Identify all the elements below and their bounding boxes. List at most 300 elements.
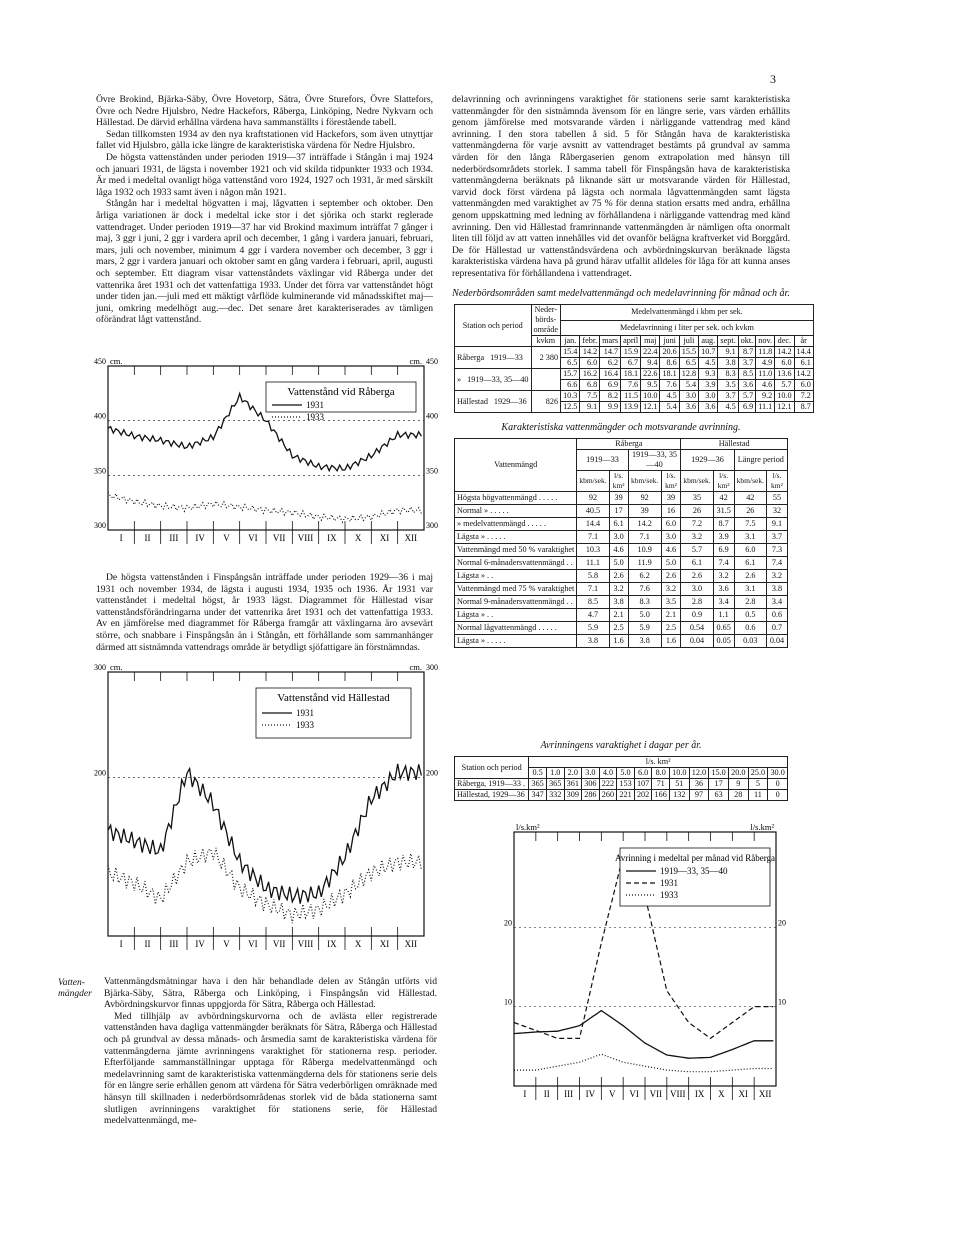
value-cell: 9.1 xyxy=(580,402,600,413)
month-header: april xyxy=(621,336,641,347)
y-tick-label: 300 xyxy=(94,663,106,672)
value-cell: 7.6 xyxy=(621,380,641,391)
month-header: aug. xyxy=(699,336,718,347)
value-cell: 0 xyxy=(768,779,788,790)
value-cell: 0.6 xyxy=(766,609,787,622)
y-axis-label: cm. xyxy=(110,662,123,672)
month-label: IX xyxy=(327,939,337,949)
value-cell: 6.5 xyxy=(679,358,698,369)
month-label: X xyxy=(718,1089,725,1099)
value-cell: 12.8 xyxy=(679,369,698,380)
value-cell: 3.5 xyxy=(718,380,738,391)
row-label: Lägsta » . . xyxy=(455,609,577,622)
value-cell: 9.2 xyxy=(756,391,775,402)
value-cell: 0.6 xyxy=(734,622,766,635)
table-row xyxy=(455,622,788,635)
table-row xyxy=(455,570,788,583)
value-cell: 6.9 xyxy=(600,380,621,391)
header-period: 1929—36 xyxy=(681,450,734,471)
row-label: Lägsta » . . . . . xyxy=(455,531,577,544)
y-tick-label-right: 450 xyxy=(426,357,438,366)
station-period: 1929—36 xyxy=(493,396,527,406)
value-cell: 3.2 xyxy=(713,570,734,583)
value-cell: 8.5 xyxy=(577,596,609,609)
unit-header: l/s. km² xyxy=(661,471,681,492)
value-cell: 9.5 xyxy=(641,380,660,391)
row-label: Lägsta » . . . . . xyxy=(455,635,577,648)
value-cell: 222 xyxy=(599,779,617,790)
station-name: Råberga xyxy=(457,352,485,362)
value-cell: 3.1 xyxy=(734,531,766,544)
value-cell: 1.6 xyxy=(661,635,681,648)
y-tick-label-right: 20 xyxy=(778,918,786,928)
value-cell: 7.6 xyxy=(660,380,679,391)
value-cell: 7.5 xyxy=(734,518,766,531)
value-cell: 3.4 xyxy=(766,596,787,609)
value-cell: 8.3 xyxy=(718,369,738,380)
margin-note-line: Vatten- xyxy=(58,978,85,988)
value-cell: 4.6 xyxy=(756,380,775,391)
value-cell: 39 xyxy=(661,492,681,505)
value-cell: 11.5 xyxy=(621,391,641,402)
month-label: VIII xyxy=(297,533,314,543)
value-cell: 6.1 xyxy=(794,358,813,369)
value-cell: 5.9 xyxy=(577,622,609,635)
value-cell: 2.1 xyxy=(661,609,681,622)
value-cell: 1.1 xyxy=(713,609,734,622)
header-vattenmangd: Vattenmängd xyxy=(455,439,577,492)
value-cell: 107 xyxy=(634,779,652,790)
value-cell: 6.8 xyxy=(580,380,600,391)
station-period: 1919—33, 35—40 xyxy=(467,374,529,384)
value-cell: 10.3 xyxy=(577,544,609,557)
paragraph: delavrinning och avrinningens varaktighet för stationens serie samt karakteristiska vattenmängder för den sistnämnda ävensom för en längre serie, vars värden erhållits genom jämförelse med motsvarande värden i närliggande vattendrag med känd avrinning. I den stora tabellen å sid. 5 för Stångån hava de karakteristiska vattenmängderna för varje avsnitt av vattendraget bestämts på grundval av samma värden för den långa Råbergaserien genom extrapolation med hänsyn till nederbördsområdets storlek. I samma tabell för Finspångsån hava de karakteristiska vattenmängderna beräknats på liknande sätt ur motsvarande värden för Hällestad, varvid dock först värdena på lägsta och normala lågvattenmängden samt lägsta vattenmängden med varaktighet av 75 % för denna station ersatts med andra, erhållna genom uppskattning med ledning av förhållandena i närliggande vattendrag med känd avrinning. Den vid Hällestad framrinnande vattenmängden är nämligen ofta onormalt liten till följd av att vatten innehålles vid det ovanför belägna kraftverket vid Borggård. De för Hällestad ur vattenståndsvärdena och avbördningskurvan beräknade lägsta karakteristiska värdena hava på grund härav utfallit alldeles för låga för att kunna anses representativa för förhållandena i vattendraget. xyxy=(452,94,790,279)
value-cell: 3.2 xyxy=(681,531,713,544)
legend-label: 1933 xyxy=(660,890,678,900)
header-station: Station och period xyxy=(455,757,529,779)
month-header: nov. xyxy=(756,336,775,347)
left-text-mid xyxy=(96,572,433,653)
col-header: 0.5 xyxy=(529,768,547,779)
value-cell: 6.7 xyxy=(621,358,641,369)
paragraph: De högsta vattenständen under perioden 1919—37 inträffade i Stångån i maj 1924 och januari 1931, de lägsta i november 1921 och vid skilda tidpunkter 1933 och 1934. Är med i medeltal ovanligt höga vattenstånd voro 1924, 1927 och 1931, år med särskilt låga 1932 och 1933 samt även i någon mån 1921. xyxy=(96,151,433,198)
value-cell: 8.3 xyxy=(628,596,661,609)
value-cell: 5.4 xyxy=(679,380,698,391)
station-name: Hällestad xyxy=(457,396,488,406)
value-cell: 5.8 xyxy=(577,570,609,583)
month-label: IV xyxy=(195,939,205,949)
table-row xyxy=(455,347,814,358)
value-cell: 3.6 xyxy=(699,402,718,413)
area-cell xyxy=(531,369,561,391)
value-cell: 13.6 xyxy=(775,369,794,380)
chart-title: Vattenstånd vid Råberga xyxy=(287,386,395,398)
value-cell: 10.0 xyxy=(775,391,794,402)
table1-caption: Nederbördsområden samt medelvattenmängd och medelavrinning för månad och år. xyxy=(452,288,790,299)
left-text-bottom xyxy=(104,976,437,1127)
value-cell: 3.6 xyxy=(713,583,734,596)
col-header: 10.0 xyxy=(669,768,689,779)
month-header: dec. xyxy=(775,336,794,347)
value-cell: 0.9 xyxy=(681,609,713,622)
value-cell: 6.0 xyxy=(580,358,600,369)
legend-label: 1931 xyxy=(660,878,678,888)
y-axis-label-right: l/s.km² xyxy=(750,822,774,832)
table2-caption: Karakteristiska vattenmängder och motsvarande avrinning. xyxy=(501,422,741,433)
value-cell: 26 xyxy=(734,505,766,518)
value-cell: 10.7 xyxy=(699,347,718,358)
value-cell: 3.8 xyxy=(766,583,787,596)
value-cell: 71 xyxy=(652,779,670,790)
col-header: 5.0 xyxy=(617,768,635,779)
value-cell: 16.2 xyxy=(580,369,600,380)
y-axis-label-right: cm. xyxy=(409,356,422,366)
value-cell: 14.2 xyxy=(628,518,661,531)
value-cell: 12.1 xyxy=(641,402,660,413)
month-label: V xyxy=(223,533,230,543)
series-line xyxy=(108,492,421,522)
value-cell: 166 xyxy=(652,790,670,801)
y-tick-label-right: 300 xyxy=(426,521,438,530)
value-cell: 8.6 xyxy=(660,358,679,369)
value-cell: 0 xyxy=(768,790,788,801)
table-row xyxy=(455,790,788,801)
col-header: 25.0 xyxy=(748,768,768,779)
row-label: Lägsta » . . xyxy=(455,570,577,583)
value-cell: 221 xyxy=(617,790,635,801)
value-cell: 0.05 xyxy=(713,635,734,648)
value-cell: 15.5 xyxy=(679,347,698,358)
table-row xyxy=(455,583,788,596)
row-label: » medelvattenmängd . . . . . xyxy=(455,518,577,531)
col-header: 8.0 xyxy=(652,768,670,779)
y-tick-label: 10 xyxy=(504,997,512,1007)
y-axis-label: l/s.km² xyxy=(516,822,540,832)
value-cell: 9 xyxy=(728,779,748,790)
value-cell: 4.6 xyxy=(609,544,628,557)
margin-note xyxy=(58,978,98,1000)
value-cell: 7.1 xyxy=(628,531,661,544)
value-cell: 3.8 xyxy=(577,635,609,648)
chart-raberga xyxy=(96,352,436,552)
value-cell: 4.5 xyxy=(699,358,718,369)
value-cell: 15.4 xyxy=(561,347,580,358)
value-cell: 0.04 xyxy=(766,635,787,648)
value-cell: 2.6 xyxy=(661,570,681,583)
station-cell xyxy=(455,347,532,369)
value-cell: 39 xyxy=(628,505,661,518)
row-label: Råberga, 1919—33 . xyxy=(455,779,529,790)
value-cell: 260 xyxy=(599,790,617,801)
value-cell: 0.04 xyxy=(681,635,713,648)
row-label: Högsta högvattenmängd . . . . . xyxy=(455,492,577,505)
col-header: 20.0 xyxy=(728,768,748,779)
row-label: Normal » . . . . . xyxy=(455,505,577,518)
value-cell: 11.1 xyxy=(756,402,775,413)
y-tick-label-right: 10 xyxy=(778,997,786,1007)
table-duration xyxy=(454,756,788,801)
value-cell: 6.2 xyxy=(600,358,621,369)
month-label: XII xyxy=(758,1089,772,1099)
y-axis-label-right: cm. xyxy=(409,662,422,672)
legend-label: 1931 xyxy=(306,400,324,410)
month-label: II xyxy=(543,1089,550,1099)
month-header: juli xyxy=(679,336,698,347)
value-cell: 12.5 xyxy=(561,402,580,413)
y-tick-label: 400 xyxy=(94,411,106,421)
value-cell: 5.7 xyxy=(775,380,794,391)
month-label: II xyxy=(144,939,151,949)
month-label: III xyxy=(564,1089,574,1099)
series-line xyxy=(108,764,421,904)
page-number: 3 xyxy=(770,72,776,86)
series-line xyxy=(514,1011,773,1059)
value-cell: 3.2 xyxy=(661,583,681,596)
right-text-top xyxy=(452,94,790,280)
legend-label: 1933 xyxy=(296,720,314,730)
col-header: 6.0 xyxy=(634,768,652,779)
value-cell: 6.5 xyxy=(561,358,580,369)
value-cell: 8.7 xyxy=(713,518,734,531)
station-name: » xyxy=(457,374,462,384)
value-cell: 26 xyxy=(681,505,713,518)
month-label: V xyxy=(609,1089,616,1099)
value-cell: 3.6 xyxy=(679,402,698,413)
value-cell: 3.0 xyxy=(609,531,628,544)
value-cell: 36 xyxy=(689,779,709,790)
paragraph: Stångån har i medeltal högvatten i maj, lågvatten i september och oktober. Den årliga variationen är dock i medeltal icke stor i det sjörika och starkt reglerade vattendraget. Under perioden 1919—37 har vid Brokind maximum inträffat 7 gånger i maj, 3 ggr i juni, 2 ggr i vardera april och december, 1 gång i vardera januari, februari, mars, juli och november, minimum 4 ggr i vardera november och december, 3 ggr i mars, 2 ggr i vardera januari och oktober samt en gång vardera i februari, april, augusti och september. Ett diagram visar vattenståndets växlingar vid Råberga under det vattenrika året 1931 och det vattenfattiga 1933. Under det förra var vattenståndet högt under tiden jan.—juli med ett mäktigt vårflöde kulminerande vid månadsskiftet maj—juni, omkring medelhögt aug.—dec. Det senare året karakteriserades av tämligen oförändrat lågt vattenstånd. xyxy=(96,198,433,326)
value-cell: 51 xyxy=(669,779,689,790)
value-cell: 14.2 xyxy=(775,347,794,358)
header-station: Station och period xyxy=(455,305,532,347)
col-header: 3.0 xyxy=(582,768,600,779)
paragraph: Sedan tillkomsten 1934 av den nya kraftstationen vid Hackefors, som även utnyttjar fallet vid Hjulsbro, gälla icke längre de karakteristiska värdena för Nedre Hjulsbro. xyxy=(96,128,433,152)
unit-header: l/s. km² xyxy=(609,471,628,492)
value-cell: 153 xyxy=(617,779,635,790)
y-axis-label: cm. xyxy=(110,356,123,366)
value-cell: 9.4 xyxy=(641,358,660,369)
station-cell xyxy=(455,391,532,413)
paragraph: Vattenmängdsmätningar hava i den här behandlade delen av Stångån utförts vid Bjärka-Säby, Sätra, Råberga och Linköping, i Finspångsån vid Hällestad. Avbördningskurvor finnas uppgjorda för Sätra, Råberga och Hällestad. xyxy=(104,976,437,1011)
value-cell: 18.1 xyxy=(660,369,679,380)
value-cell: 92 xyxy=(628,492,661,505)
value-cell: 6.9 xyxy=(713,544,734,557)
value-cell: 11.8 xyxy=(756,347,775,358)
value-cell: 3.8 xyxy=(718,358,738,369)
value-cell: 3.2 xyxy=(609,583,628,596)
month-label: I xyxy=(523,1089,527,1099)
value-cell: 6.6 xyxy=(561,380,580,391)
value-cell: 309 xyxy=(564,790,582,801)
value-cell: 5.0 xyxy=(661,557,681,570)
month-label: XI xyxy=(738,1089,748,1099)
station-period: 1919—33 xyxy=(490,352,523,362)
value-cell: 3.8 xyxy=(609,596,628,609)
value-cell: 9.9 xyxy=(600,402,621,413)
table3-caption: Avrinningens varaktighet i dagar per år. xyxy=(540,740,702,751)
table-row xyxy=(455,596,788,609)
value-cell: 31.5 xyxy=(713,505,734,518)
value-cell: 4.5 xyxy=(660,391,679,402)
table-row xyxy=(455,369,814,380)
value-cell: 3.5 xyxy=(661,596,681,609)
value-cell: 9.1 xyxy=(718,347,738,358)
value-cell: 8.2 xyxy=(600,391,621,402)
value-cell: 6.1 xyxy=(681,557,713,570)
month-label: VII xyxy=(272,939,286,949)
value-cell: 11.1 xyxy=(577,557,609,570)
value-cell: 13.9 xyxy=(621,402,641,413)
value-cell: 11 xyxy=(748,790,768,801)
value-cell: 55 xyxy=(766,492,787,505)
month-label: VI xyxy=(248,533,258,543)
value-cell: 7.1 xyxy=(577,583,609,596)
value-cell: 5 xyxy=(748,779,768,790)
month-header: maj xyxy=(641,336,660,347)
month-header: mars xyxy=(600,336,621,347)
value-cell: 6.0 xyxy=(661,518,681,531)
month-label: III xyxy=(169,939,179,949)
month-label: X xyxy=(354,533,362,543)
value-cell: 361 xyxy=(564,779,582,790)
value-cell: 4.7 xyxy=(577,609,609,622)
table-row xyxy=(455,544,788,557)
value-cell: 7.2 xyxy=(681,518,713,531)
area-cell: 826 xyxy=(531,391,561,413)
value-cell: 14.2 xyxy=(794,369,813,380)
table-row xyxy=(455,635,788,648)
month-label: II xyxy=(144,533,151,543)
value-cell: 3.0 xyxy=(681,583,713,596)
value-cell: 0.54 xyxy=(681,622,713,635)
header-period: Längre period xyxy=(734,450,787,471)
header-hallestad: Hällestad xyxy=(681,439,788,450)
value-cell: 3.1 xyxy=(734,583,766,596)
value-cell: 3.7 xyxy=(738,358,756,369)
month-label: VI xyxy=(629,1089,639,1099)
value-cell: 3.9 xyxy=(713,531,734,544)
value-cell: 10.3 xyxy=(561,391,580,402)
margin-note-line: mängder xyxy=(58,989,92,999)
station-cell xyxy=(455,369,532,391)
value-cell: 3.0 xyxy=(661,531,681,544)
value-cell: 14.2 xyxy=(580,347,600,358)
month-label: V xyxy=(223,939,230,949)
value-cell: 0.7 xyxy=(766,622,787,635)
unit-header: kbm/sek. xyxy=(577,471,609,492)
value-cell: 0.03 xyxy=(734,635,766,648)
month-header: okt. xyxy=(738,336,756,347)
value-cell: 3.8 xyxy=(628,635,661,648)
value-cell: 42 xyxy=(713,492,734,505)
table-row xyxy=(455,557,788,570)
header-period: 1919—33 xyxy=(577,450,628,471)
month-header: år xyxy=(794,336,813,347)
y-tick-label-right: 400 xyxy=(426,411,438,421)
table-precipitation xyxy=(454,304,814,413)
value-cell: 42 xyxy=(734,492,766,505)
value-cell: 20.6 xyxy=(660,347,679,358)
value-cell: 39 xyxy=(609,492,628,505)
value-cell: 6.2 xyxy=(628,570,661,583)
month-label: XII xyxy=(404,533,418,543)
unit-header: l/s. km² xyxy=(766,471,787,492)
value-cell: 9.1 xyxy=(766,518,787,531)
month-label: VIII xyxy=(297,939,314,949)
paragraph: Övre Brokind, Bjärka-Säby, Övre Hovetorp, Sätra, Övre Sturefors, Övre Slattefors, Övre och Nedre Hjulsbro, Nedre Hackefors, Råberga, Linköping, Nedre Nykvarn och Hällestad. De därvid erhållna värdena hava sammanställts i förestående tabell. xyxy=(96,94,433,129)
col-header: 1.0 xyxy=(546,768,564,779)
month-label: IX xyxy=(327,533,337,543)
value-cell: 4.9 xyxy=(756,358,775,369)
value-cell: 5.7 xyxy=(681,544,713,557)
paragraph: De högsta vattenstånden i Finspångsån inträffade under perioden 1929—36 i maj 1931 och november 1934, de lägsta i augusti 1934, 1935 och 1936. År 1931 var vattenståndet i medeltal högst, år 1933 lägst. Diagrammet för Hällestad visar vattenståndsförändringarna under det vattenrika året 1931 och det vattenfattiga 1933. Av en jämförelse med diagrammet för Råberga framgår att växlingarna äro avsevärt större, och snabbare i Finspångsån än i Stångån, ett förhållande som sammanhänger därmed att sistnämnda vattendrags område är betydligt sjöfattigare än förstnämndas. xyxy=(96,572,433,653)
header-raberga: Råberga xyxy=(577,439,681,450)
value-cell: 5.0 xyxy=(609,557,628,570)
month-label: VI xyxy=(248,939,258,949)
month-label: VII xyxy=(649,1089,663,1099)
y-tick-label-right: 300 xyxy=(426,663,438,672)
value-cell: 347 xyxy=(529,790,547,801)
value-cell: 3.6 xyxy=(738,380,756,391)
col-header: 4.0 xyxy=(599,768,617,779)
col-header: 12.0 xyxy=(689,768,709,779)
row-label: Normal 6-månadersvattenmängd . . xyxy=(455,557,577,570)
month-label: X xyxy=(354,939,362,949)
value-cell: 4.5 xyxy=(718,402,738,413)
legend-label: 1919—33, 35—40 xyxy=(660,866,728,876)
value-cell: 365 xyxy=(529,779,547,790)
value-cell: 6.1 xyxy=(734,557,766,570)
value-cell: 28 xyxy=(728,790,748,801)
value-cell: 15.7 xyxy=(561,369,580,380)
value-cell: 286 xyxy=(582,790,600,801)
value-cell: 5.4 xyxy=(660,402,679,413)
month-label: XI xyxy=(379,939,390,949)
value-cell: 15.9 xyxy=(621,347,641,358)
header-area: Neder- börds- område xyxy=(531,305,561,336)
month-header: febr. xyxy=(580,336,600,347)
unit-header: kbm/sek. xyxy=(734,471,766,492)
table-row xyxy=(455,531,788,544)
value-cell: 7.4 xyxy=(766,557,787,570)
value-cell: 306 xyxy=(582,779,600,790)
unit-header: l/s. km² xyxy=(713,471,734,492)
y-tick-label: 450 xyxy=(94,357,106,366)
series-line xyxy=(514,1054,773,1071)
header-unit: l/s. km² xyxy=(529,757,788,768)
unit-header: kbm/sek. xyxy=(681,471,713,492)
table-row xyxy=(455,505,788,518)
value-cell: 3.0 xyxy=(679,391,698,402)
value-cell: 7.5 xyxy=(580,391,600,402)
month-label: XII xyxy=(404,939,418,949)
value-cell: 18.1 xyxy=(621,369,641,380)
value-cell: 2.8 xyxy=(734,596,766,609)
y-tick-label: 20 xyxy=(504,918,512,928)
month-label: VII xyxy=(272,533,286,543)
value-cell: 14.4 xyxy=(794,347,813,358)
row-label: Vattenmängd med 75 % varaktighet xyxy=(455,583,577,596)
month-header: jan. xyxy=(561,336,580,347)
value-cell: 63 xyxy=(709,790,729,801)
month-header: sept. xyxy=(718,336,738,347)
col-header: 2.0 xyxy=(564,768,582,779)
legend-label: 1933 xyxy=(306,412,324,422)
value-cell: 2.8 xyxy=(681,596,713,609)
unit-header: kbm/sek. xyxy=(628,471,661,492)
series-line xyxy=(108,848,421,923)
value-cell: 3.2 xyxy=(766,570,787,583)
